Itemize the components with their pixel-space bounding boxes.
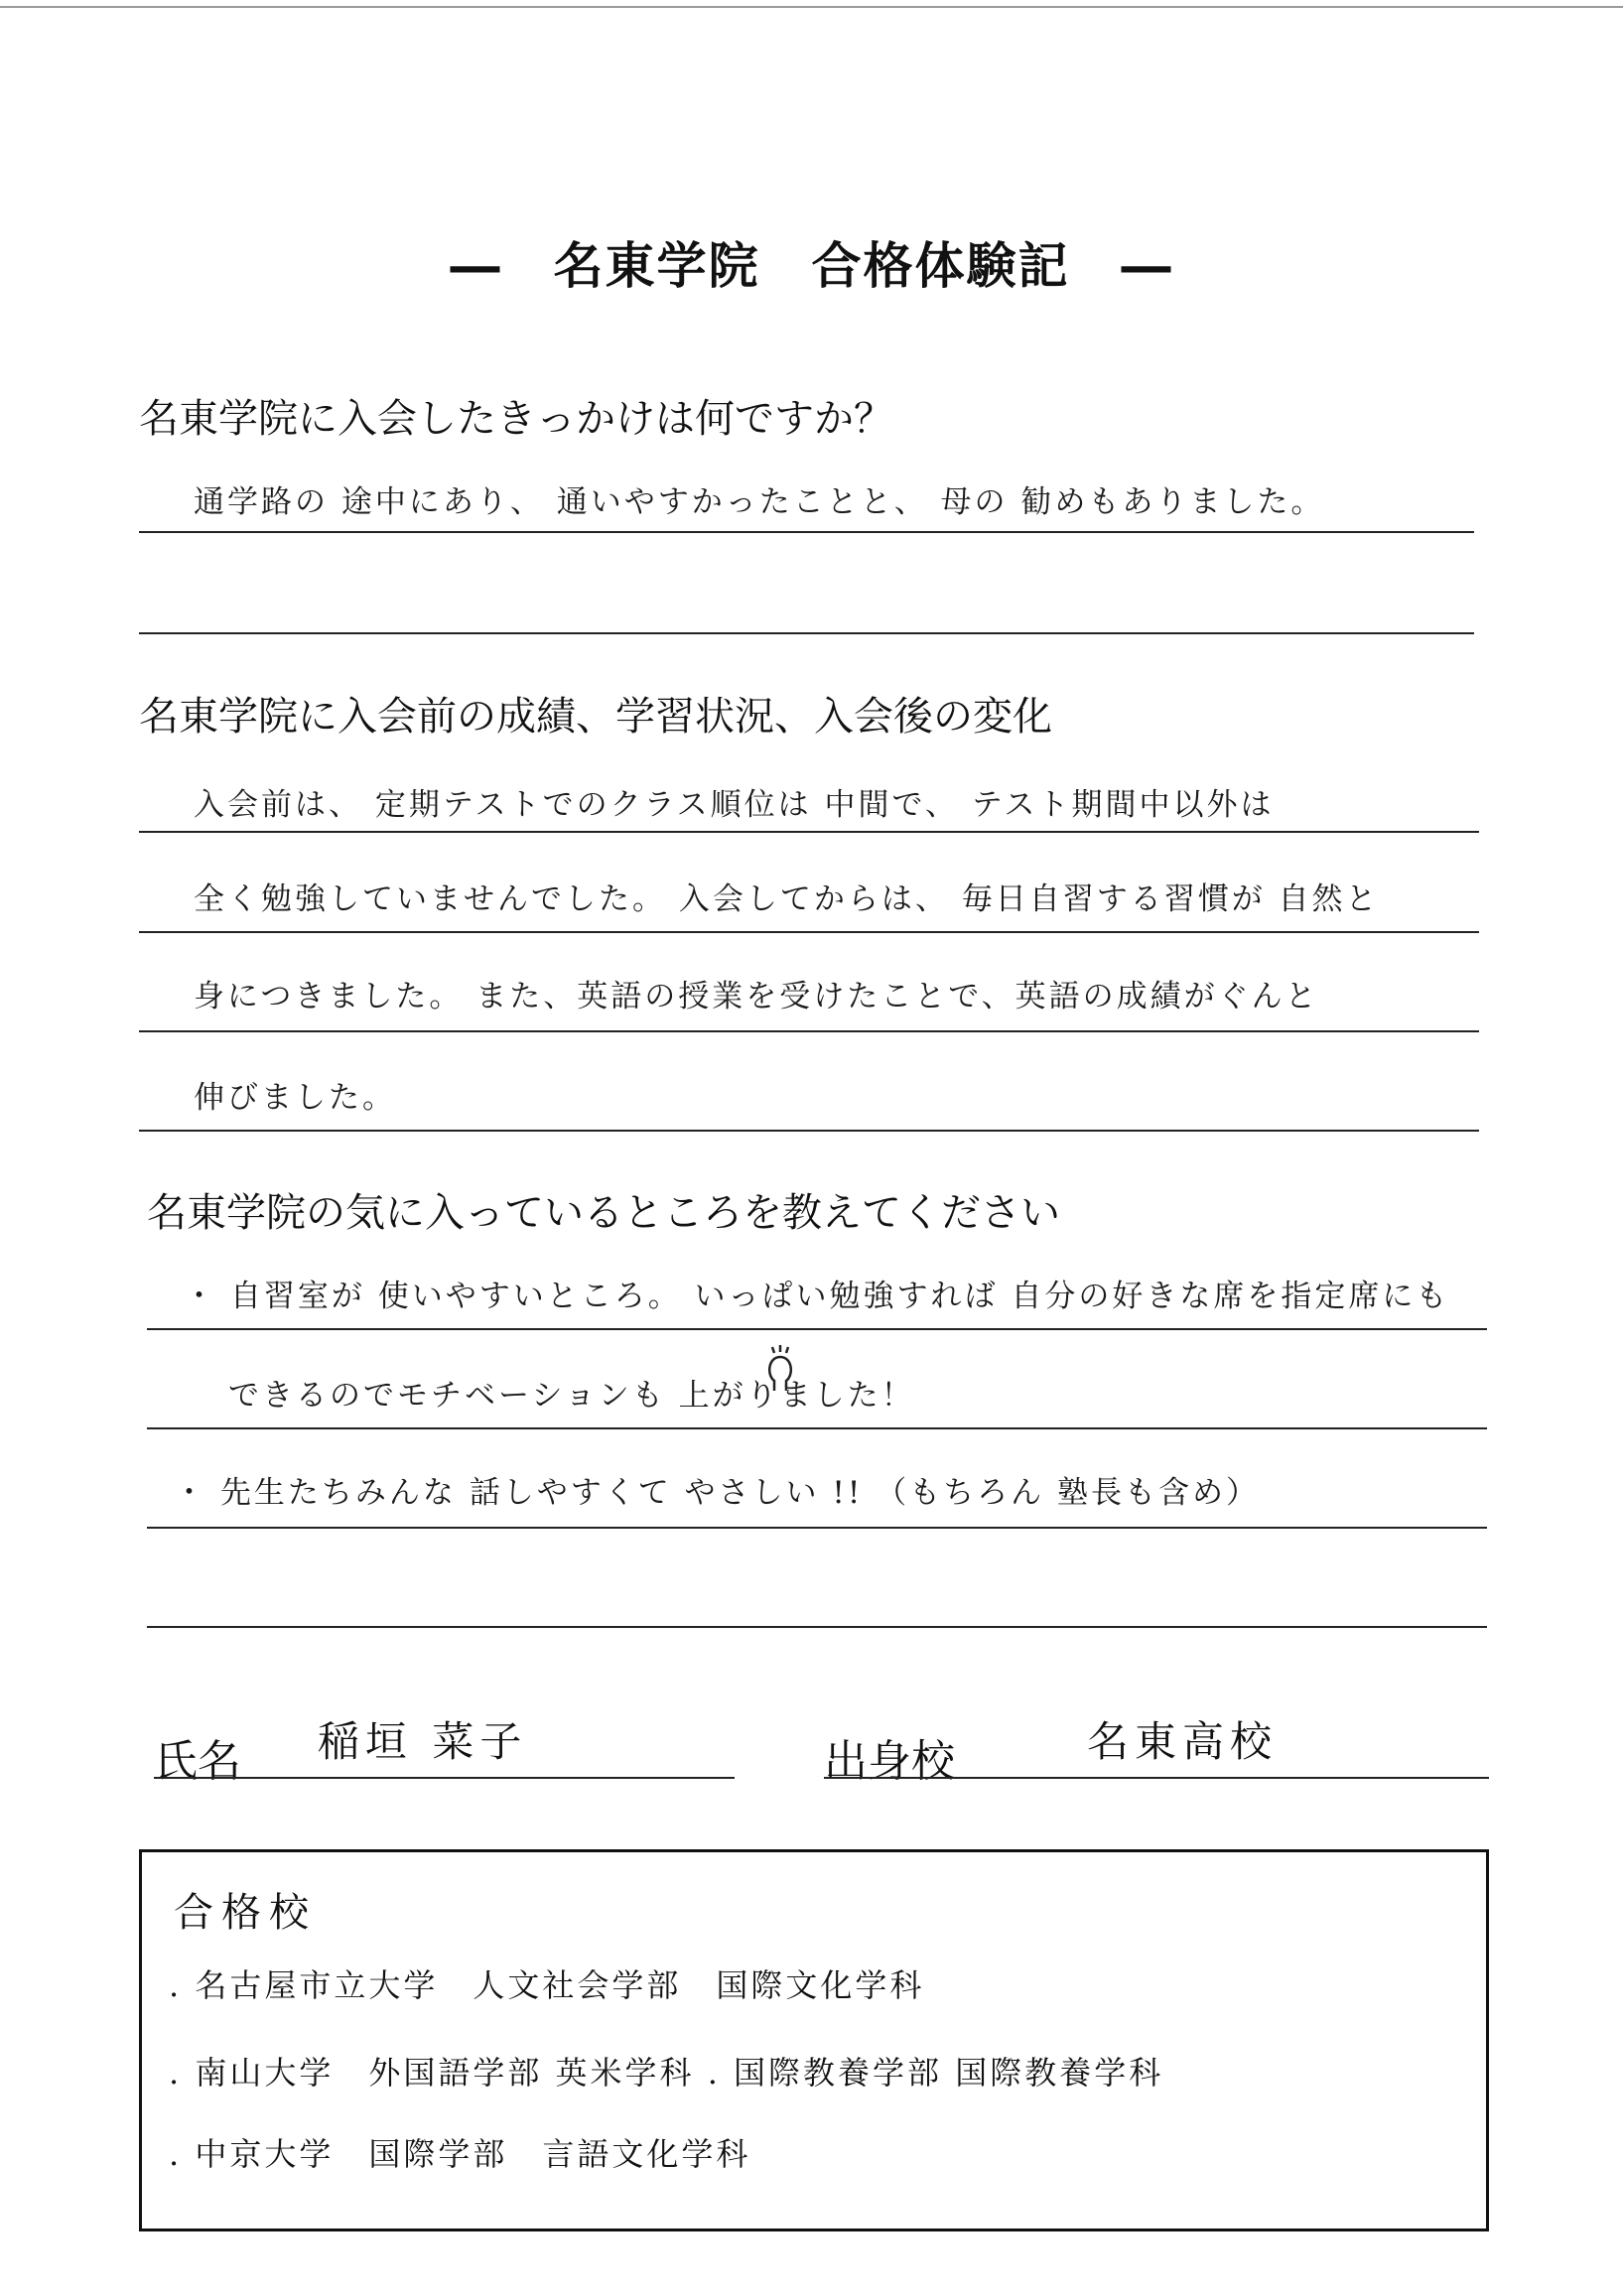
answer-rule xyxy=(147,1527,1487,1529)
answer-rule xyxy=(147,1427,1487,1429)
question-1: 名東学院に入会したきっかけは何ですか？ xyxy=(139,396,893,442)
answer-rule xyxy=(139,1130,1479,1132)
name-label: 氏名 xyxy=(154,1736,241,1787)
answer-1-line-1: 通学路の 途中にあり、 通いやすかったことと、 母の 勧めもありました。 xyxy=(194,484,1325,520)
name-value: 稲垣 菜子 xyxy=(318,1717,528,1766)
answer-2-line-2: 全く勉強していませんでした。 入会してからは、 毎日自習する習慣が 自然と xyxy=(194,881,1380,917)
answer-2-line-3: 身につきました。 また、英語の授業を受けたことで、英語の成績がぐんと xyxy=(194,979,1319,1014)
passed-school-item: . 名古屋市立大学 人文社会学部 国際文化学科 xyxy=(169,1966,925,2004)
origin-school-value: 名東高校 xyxy=(1087,1717,1279,1766)
answer-3-line-3: ・ 先生たちみんな 話しやすくて やさしい !! （もちろん 塾長も含め） xyxy=(174,1475,1261,1511)
lightbulb-doodle-icon xyxy=(762,1345,798,1397)
answer-rule xyxy=(147,1328,1487,1330)
answer-rule xyxy=(139,831,1479,833)
answer-3-line-1: ・ 自習室が 使いやすいところ。 いっぱい勉強すれば 自分の好きな席を指定席にも xyxy=(184,1279,1450,1314)
origin-school-label: 出身校 xyxy=(824,1736,955,1787)
answer-rule xyxy=(147,1626,1487,1628)
origin-school-underline xyxy=(824,1777,1489,1779)
question-2: 名東学院に入会前の成績、学習状況、入会後の変化 xyxy=(139,694,1052,740)
passed-schools-title: 合格校 xyxy=(174,1890,317,1936)
answer-rule xyxy=(139,931,1479,933)
answer-3-line-2: できるのでモチベーションも 上がりました！ xyxy=(228,1378,915,1414)
answer-2-line-1: 入会前は、 定期テストでのクラス順位は 中間で、 テスト期間中以外は xyxy=(194,787,1275,823)
passed-school-item: . 中京大学 国際学部 言語文化学科 xyxy=(169,2135,751,2173)
answer-2-line-4: 伸びました。 xyxy=(194,1080,396,1116)
top-edge-rule xyxy=(0,6,1623,8)
passed-school-item: . 南山大学 外国語学部 英米学科 . 国際教養学部 国際教養学科 xyxy=(169,2054,1164,2092)
name-underline xyxy=(154,1777,735,1779)
question-3: 名東学院の気に入っているところを教えてください xyxy=(147,1190,1060,1236)
page-title: ― 名東学院 合格体験記 ― xyxy=(450,237,1173,295)
answer-rule xyxy=(139,1030,1479,1032)
answer-rule xyxy=(139,531,1474,533)
answer-rule xyxy=(139,632,1474,634)
